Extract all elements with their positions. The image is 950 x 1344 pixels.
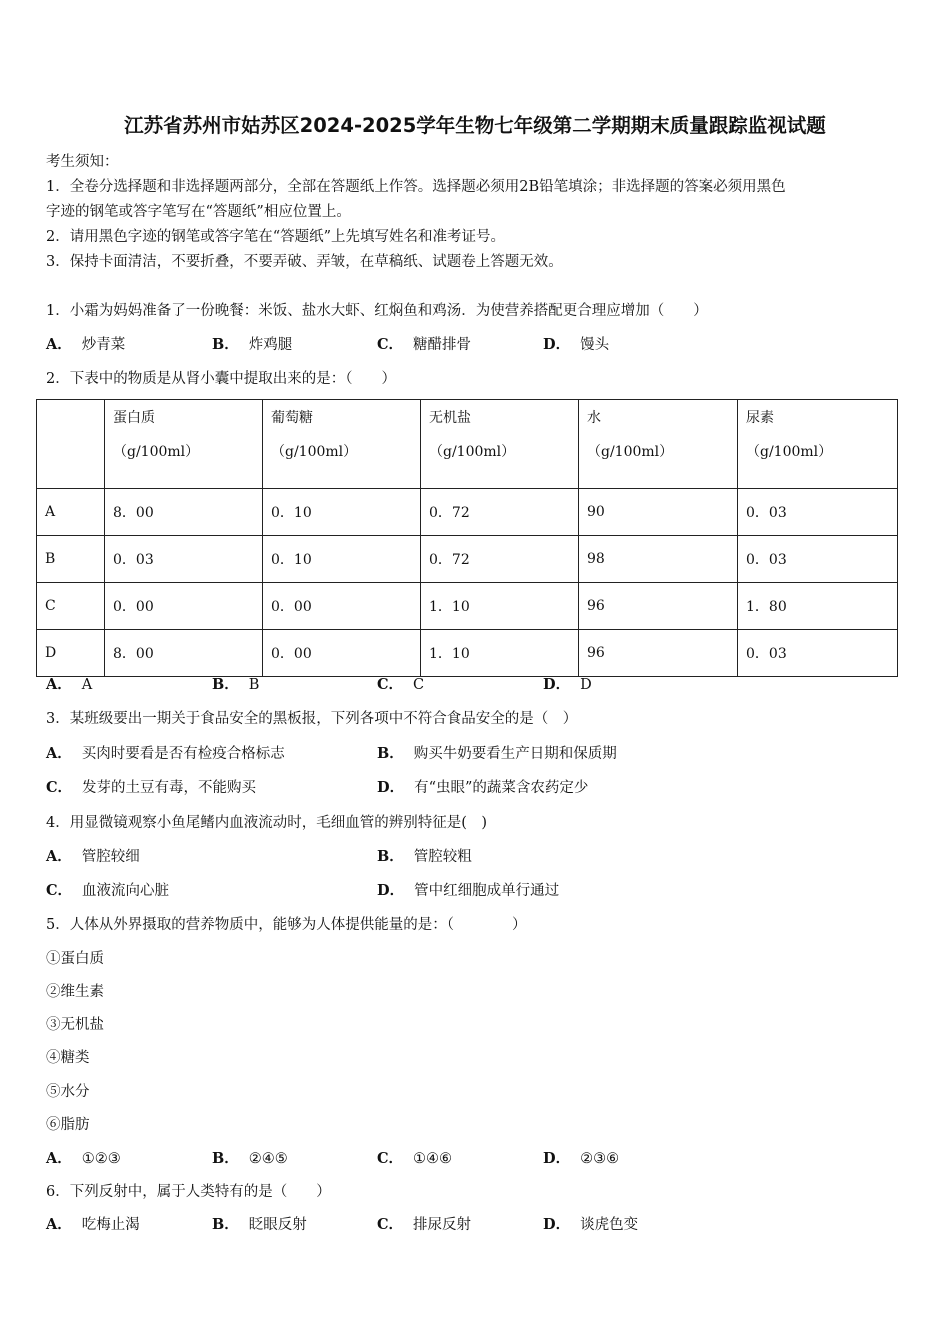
question-3-option-d[interactable] [377,779,588,797]
question-5-item: ④糖类 [46,1050,90,1066]
option-text: 馒头 [580,337,610,353]
question-6-option-d[interactable] [543,1216,638,1234]
question-5-option-c[interactable] [377,1150,452,1168]
option-text: 发芽的土豆有毒，不能购买 [82,780,257,796]
notice-item: 2．请用黑色字迹的钢笔或答字笔在“答题纸”上先填写姓名和准考证号。 [46,229,506,245]
question-1-option-d[interactable] [543,336,609,354]
data-table [36,399,898,677]
table-cell: 96 [579,583,738,630]
question-3-option-b[interactable] [377,745,617,763]
question-5-item: ①蛋白质 [46,951,104,967]
option-text: 血液流向心脏 [82,883,170,899]
option-letter: C． [46,779,73,796]
option-text: 眨眼反射 [248,1217,307,1233]
option-letter: D． [543,1216,571,1233]
option-letter: A． [46,848,72,865]
question-4-option-d[interactable] [377,882,559,900]
row-label: C [37,583,105,630]
option-text: 糖醋排骨 [413,337,472,353]
table-row [37,630,898,677]
option-letter: B． [377,745,404,762]
option-letter: B． [377,848,404,865]
table-cell: 0．10 [263,536,421,583]
question-5-item: ③无机盐 [46,1017,104,1033]
row-label: B [37,536,105,583]
option-letter: D． [543,1150,571,1167]
option-text: 有“虫眼”的蔬菜含农药定少 [414,780,589,796]
table-cell: 90 [579,489,738,536]
question-2-option-b[interactable] [212,676,259,694]
option-text: 购买牛奶要看生产日期和保质期 [413,746,617,762]
table-row [37,489,898,536]
table-cell: 0．03 [738,489,898,536]
table-row [37,536,898,583]
question-6-option-b[interactable] [212,1216,307,1234]
row-label: D [37,630,105,677]
option-text: D [580,677,592,693]
option-text: ②④⑤ [248,1151,288,1167]
header-unit: （g/100ml） [113,444,200,460]
option-text: 排尿反射 [413,1217,472,1233]
header-unit: （g/100ml） [746,444,833,460]
table-cell: 0．00 [105,583,263,630]
option-letter: A． [46,1216,72,1233]
table-header-cell [738,400,898,489]
header-name: 葡萄糖 [271,410,313,426]
table-cell: 0．03 [105,536,263,583]
question-3-option-c[interactable] [46,779,256,797]
table-cell: 96 [579,630,738,677]
option-letter: A． [46,745,72,762]
option-text: 管腔较粗 [413,849,472,865]
option-text: C [413,677,425,693]
question-2-stem: 2．下表中的物质是从肾小囊中提取出来的是：（ ） [46,371,396,387]
question-2-option-d[interactable] [543,676,592,694]
option-text: A [81,677,93,693]
question-2-option-c[interactable] [377,676,424,694]
option-letter: C． [377,1150,404,1167]
header-unit: （g/100ml） [429,444,516,460]
option-letter: B． [212,1150,239,1167]
table-cell: 0．72 [421,489,579,536]
table-cell: 1．10 [421,583,579,630]
table-cell: 1．80 [738,583,898,630]
table-cell: 8．00 [105,630,263,677]
notice-item: 3．保持卡面清洁，不要折叠，不要弄破、弄皱，在草稿纸、试题卷上答题无效。 [46,254,563,270]
question-5-stem: 5．人体从外界摄取的营养物质中，能够为人体提供能量的是：（ ） [46,917,527,933]
option-text: ①④⑥ [413,1151,453,1167]
notice-item: 1．全卷分选择题和非选择题两部分，全部在答题纸上作答。选择题必须用2B铅笔填涂；非选择题的答案必须用黑色 [46,179,786,195]
option-letter: B． [212,1216,239,1233]
option-letter: A． [46,676,72,693]
header-unit: （g/100ml） [271,444,358,460]
question-1-stem: 1．小霜为妈妈准备了一份晚餐：米饭、盐水大虾、红焖鱼和鸡汤．为使营养搭配更合理应增加（ ） [46,303,708,319]
question-4-stem: 4．用显微镜观察小鱼尾鳍内血液流动时，毛细血管的辨别特征是( ) [46,815,488,831]
question-6-option-c[interactable] [377,1216,471,1234]
header-unit: （g/100ml） [587,444,674,460]
table-cell: 98 [579,536,738,583]
notice-heading: 考生须知： [46,154,119,170]
question-4-option-a[interactable] [46,848,140,866]
notice-item: 字迹的钢笔或答字笔写在“答题纸”相应位置上。 [46,204,351,220]
table-cell: 0．00 [263,630,421,677]
header-name: 无机盐 [429,410,471,426]
row-label: A [37,489,105,536]
table-header-cell [263,400,421,489]
table-header-cell [421,400,579,489]
table-row [37,583,898,630]
question-2-option-a[interactable] [46,676,92,694]
table-cell: 0．72 [421,536,579,583]
table-cell: 0．10 [263,489,421,536]
header-name: 蛋白质 [113,410,155,426]
question-3-stem: 3．某班级要出一期关于食品安全的黑板报，下列各项中不符合食品安全的是（ ） [46,711,578,727]
option-text: 炒青菜 [81,337,126,353]
option-letter: D． [377,882,405,899]
question-4-option-b[interactable] [377,848,472,866]
option-text: 管中红细胞成单行通过 [414,883,560,899]
option-letter: D． [543,336,571,353]
question-6-option-a[interactable] [46,1216,140,1234]
question-3-option-a[interactable] [46,745,285,763]
option-letter: C． [46,882,73,899]
option-letter: A． [46,336,72,353]
option-letter: A． [46,1150,72,1167]
option-text: ①②③ [81,1151,121,1167]
table-cell: 0．03 [738,630,898,677]
question-5-item: ②维生素 [46,984,104,1000]
question-5-item: ⑥脂肪 [46,1117,90,1133]
question-5-option-a[interactable] [46,1150,121,1168]
table-header-row [37,400,898,489]
option-text: ②③⑥ [580,1151,620,1167]
question-4-option-c[interactable] [46,882,169,900]
option-letter: D． [377,779,405,796]
header-name: 尿素 [746,410,774,426]
option-text: 炸鸡腿 [248,337,293,353]
table-header-cell [579,400,738,489]
table-cell: 1．10 [421,630,579,677]
question-5-option-d[interactable] [543,1150,619,1168]
option-text: 吃梅止渴 [81,1217,140,1233]
header-name: 水 [587,410,601,426]
option-letter: C． [377,336,404,353]
table-corner-cell [37,400,105,489]
option-text: B [248,677,260,693]
page-title: 江苏省苏州市姑苏区2024-2025学年生物七年级第二学期期末质量跟踪监视试题 [124,114,826,137]
question-1-option-b[interactable] [212,336,292,354]
question-1-option-a[interactable] [46,336,125,354]
option-text: 管腔较细 [81,849,140,865]
table-cell: 8．00 [105,489,263,536]
table-cell: 0．03 [738,536,898,583]
option-letter: B． [212,336,239,353]
question-5-item: ⑤水分 [46,1084,90,1100]
option-letter: C． [377,676,404,693]
option-text: 谈虎色变 [580,1217,639,1233]
table-cell: 0．00 [263,583,421,630]
option-letter: D． [543,676,571,693]
question-5-option-b[interactable] [212,1150,288,1168]
option-text: 买肉时要看是否有检疫合格标志 [81,746,285,762]
option-letter: B． [212,676,239,693]
question-1-option-c[interactable] [377,336,471,354]
table-header-cell [105,400,263,489]
option-letter: C． [377,1216,404,1233]
question-6-stem: 6．下列反射中，属于人类特有的是（ ） [46,1184,331,1200]
